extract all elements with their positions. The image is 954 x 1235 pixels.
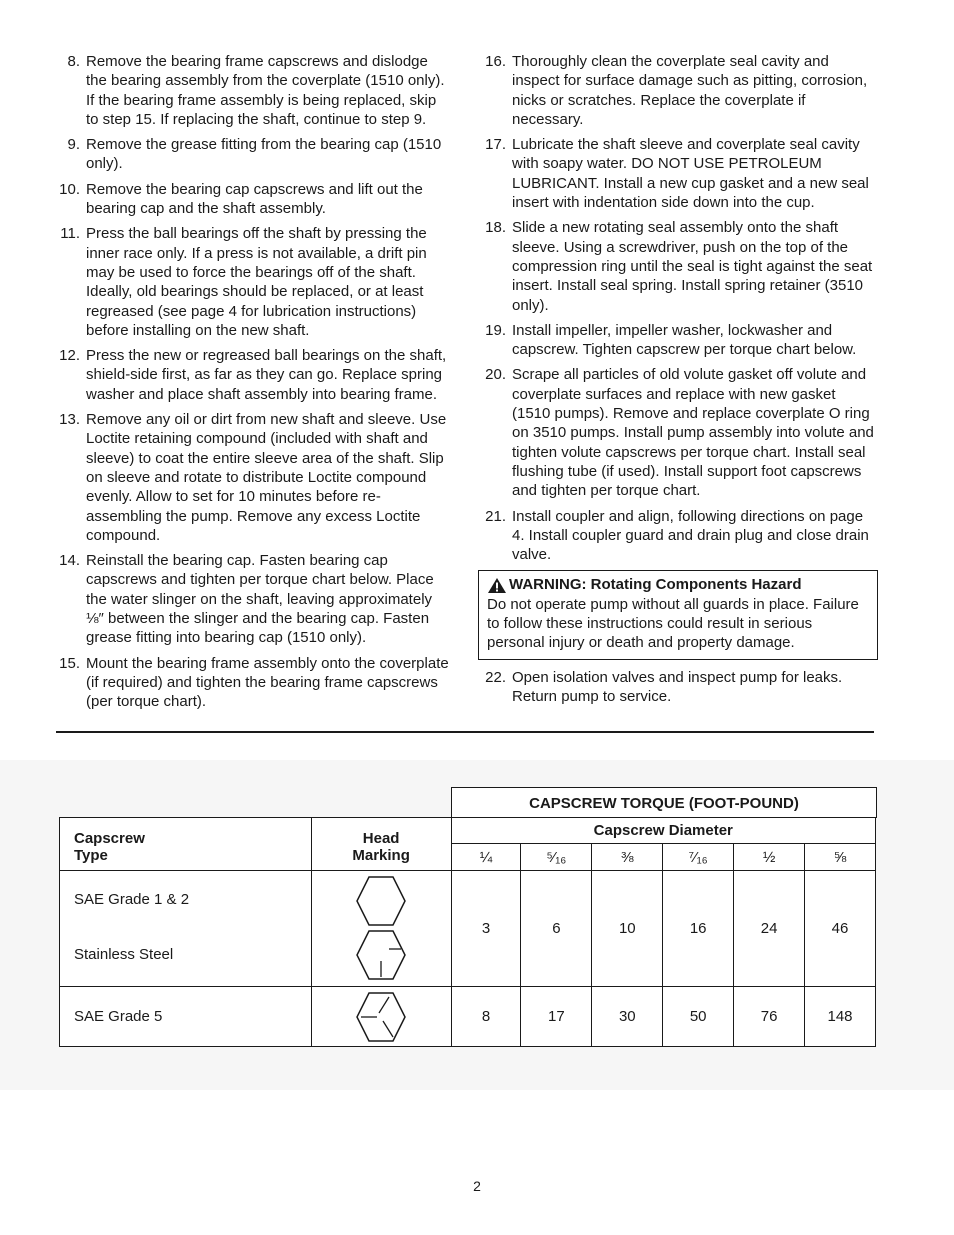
step-16 (472, 52, 878, 129)
head-marking-cell (311, 987, 451, 1047)
value-cell: 16 (663, 871, 734, 987)
step-text: Remove any oil or dirt from new shaft and sleeve. Use Loctite retaining compound (included with shaft and sleeve) to coat the entire sleeve area of the shaft. Slip on sleeve and rotate to distribute Loctite compound evenly. Allow to set for 10 minutes before re-assembling the pump. Remove any excess Loctite compound. (86, 411, 447, 544)
step-text: Remove the bearing frame capscrews and dislodge the bearing assembly from the coverplate (1510 only). If the bearing frame assembly is being replaced, skip to step 15. If replacing the shaft, continue to step 9. (86, 53, 445, 128)
value-cell: 3 (451, 871, 521, 987)
step-12 (46, 346, 452, 404)
step-15 (46, 654, 452, 712)
diameter-4: ⁷⁄₁₆ (663, 844, 734, 871)
table-row (60, 871, 876, 987)
step-9 (46, 135, 452, 174)
diameter-5: ½ (734, 844, 805, 871)
head-marking-cell (311, 871, 451, 987)
step-10 (46, 180, 452, 219)
header-capscrew-type (60, 818, 312, 871)
value-cell: 24 (734, 871, 805, 987)
step-text: Install impeller, impeller washer, lockwasher and capscrew. Tighten capscrew per torque chart below. (512, 321, 857, 359)
value-cell: 8 (451, 987, 521, 1047)
hex-head-grade5-icon (349, 989, 413, 1045)
step-text: Reinstall the bearing cap. Fasten bearing cap capscrews and tighten per torque chart below. Place the water slinger on the shaft, leaving approximately ⅛″ between the slinger and the bearing cap. Fasten grease fitting into bearing cap (1510 only). (86, 552, 434, 647)
step-number: 16. (485, 53, 506, 70)
value-cell: 50 (663, 987, 734, 1047)
step-22 (472, 668, 878, 707)
step-number: 13. (59, 411, 80, 429)
value-cell: 148 (805, 987, 876, 1047)
header-capscrew-diameter: Capscrew Diameter (451, 818, 875, 844)
step-number: 9. (67, 136, 80, 154)
right-column (472, 52, 878, 712)
step-8 (46, 52, 452, 129)
right-steps (472, 52, 878, 564)
value-cell: 17 (521, 987, 592, 1047)
step-18 (472, 218, 878, 314)
step-text: Install coupler and align, following directions on page 4. Install coupler guard and drain plug and close drain valve. (512, 507, 869, 564)
type-sae-grade-5: SAE Grade 5 (60, 987, 312, 1047)
step-19 (472, 321, 878, 360)
table-row (60, 987, 876, 1047)
header-type-line1: Capscrew (74, 830, 145, 847)
step-number: 21. (485, 507, 506, 525)
page-number: 2 (473, 1178, 481, 1194)
type-stainless-steel: Stainless Steel (74, 945, 174, 963)
step-14 (46, 551, 452, 647)
warning-box (478, 570, 878, 659)
step-number: 17. (485, 136, 506, 154)
step-number: 10. (59, 180, 80, 198)
diameter-6: ⅝ (805, 844, 876, 871)
step-21 (472, 507, 878, 565)
value-cell: 30 (592, 987, 663, 1047)
hex-head-plain-icon (349, 873, 413, 985)
step-number: 22. (485, 668, 506, 686)
warning-title (487, 575, 869, 594)
step-number: 15. (59, 654, 80, 672)
step-number: 20. (485, 366, 506, 384)
step-text: Open isolation valves and inspect pump for leaks. Return pump to service. (512, 668, 843, 705)
type-cell-grade-1-2-stainless (60, 871, 312, 987)
step-text: Mount the bearing frame assembly onto the coverplate (if required) and tighten the bearing frame capscrews (per torque chart). (86, 654, 449, 711)
value-cell: 46 (805, 871, 876, 987)
step-text: Remove the bearing cap capscrews and lift out the bearing cap and the shaft assembly. (86, 180, 423, 218)
diameter-3: ⅜ (592, 844, 663, 871)
diameter-2: ⁵⁄₁₆ (521, 844, 592, 871)
value-cell: 6 (521, 871, 592, 987)
step-13 (46, 410, 452, 545)
warning-triangle-icon (487, 577, 507, 594)
step-20 (472, 365, 878, 500)
step-number: 18. (485, 219, 506, 237)
step-text: Slide a new rotating seal assembly onto the shaft sleeve. Using a screwdriver, push on the top of the compression ring until the seal is tight against the seat insert. Install seal spring. Install spring retainer (3510 only). (512, 219, 873, 314)
step-text: Scrape all particles of old volute gasket off volute and coverplate surfaces and replace with new gasket (1510 pumps). Remove and replace coverplate O ring on 3510 pumps. Install pump assembly into volute and tighten volute capscrews per torque chart. Install seal flushing tube (if used). Install support foot capscrews and tighten per torque chart. (512, 366, 874, 500)
header-mark-line1: Head (362, 830, 400, 847)
step-text: Press the new or regreased ball bearings on the shaft, shield-side first, as far as they can go. Replace spring washer and place shaft assembly into bearing frame. (86, 347, 447, 403)
warning-text: Do not operate pump without all guards in place. Failure to follow these instructions could result in serious personal injury or death and property damage. (487, 595, 859, 652)
header-head-marking (311, 818, 451, 871)
warning-title-text: WARNING: Rotating Components Hazard (509, 576, 802, 594)
step-17 (472, 135, 878, 212)
step-number: 19. (485, 321, 506, 339)
step-text: Press the ball bearings off the shaft by pressing the inner race only. If a press is not available, a drift pin may be used to force the bearings off of the shaft. Ideally, old bearings should be replaced, or at least regreased (see page 4 for lubrication instructions) before installing on the new shaft. (86, 225, 427, 339)
header-type-line2: Type (74, 847, 108, 864)
torque-table (59, 817, 876, 1047)
step-text: Remove the grease fitting from the bearing cap (1510 only). (86, 136, 442, 173)
step-number: 12. (59, 347, 80, 365)
step-number: 14. (59, 552, 80, 570)
step-11 (46, 224, 452, 340)
section-divider (56, 731, 874, 733)
type-sae-grade-1-2: SAE Grade 1 & 2 (74, 890, 190, 908)
header-mark-line2: Marking (352, 847, 410, 864)
step-text: Lubricate the shaft sleeve and coverplate seal cavity with soapy water. DO NOT USE PETROLEUM LUBRICANT. Install a new cup gasket and a new seal insert with indentation side down into the cup. (512, 136, 869, 212)
step-number: 8. (67, 53, 80, 70)
table-title: CAPSCREW TORQUE (FOOT-POUND) (451, 787, 877, 818)
value-cell: 76 (734, 987, 805, 1047)
step-number: 11. (60, 225, 80, 243)
value-cell: 10 (592, 871, 663, 987)
diameter-1: ¼ (451, 844, 521, 871)
step-text: Thoroughly clean the coverplate seal cavity and inspect for surface damage such as pitting, corrosion, nicks or scratches. Replace the coverplate if necessary. (512, 53, 868, 128)
left-column (46, 52, 452, 718)
